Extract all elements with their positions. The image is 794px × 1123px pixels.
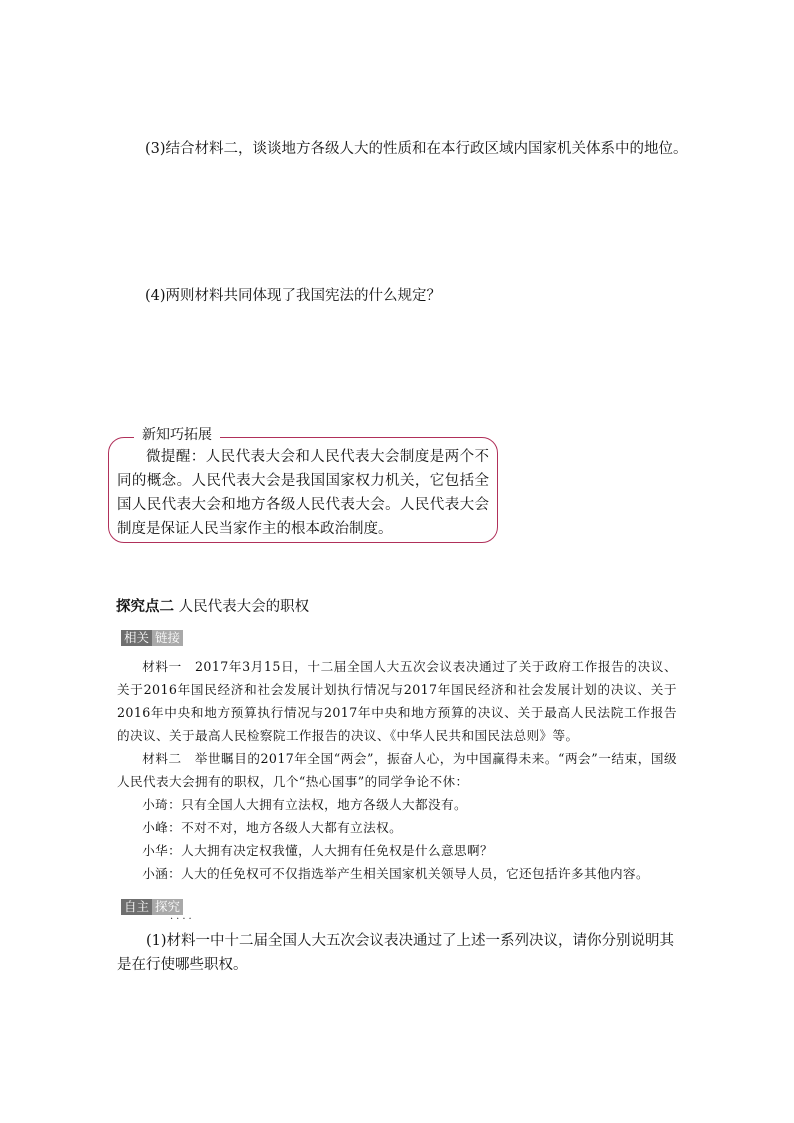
- tip-box-text: 微提醒：人民代表大会和人民代表大会制度是两个不同的概念。人民代表大会是我国国家权力机关，它包括全国人民代表大会和地方各级人民代表大会。人民代表大会制度是保证人民当家作主的根本政治制度。: [117, 449, 489, 537]
- emphasis-dots: ····: [170, 914, 195, 925]
- tag-explore-part1: 自主: [121, 899, 152, 915]
- section-title: 人民代表大会的职权: [178, 599, 310, 615]
- section-label: 探究点二: [116, 599, 174, 615]
- material-1: 材料一 2017年3月15日，十二届全国人大五次会议表决通过了关于政府工作报告的决议、关于2016年国民经济和社会发展计划执行情况与2017年国民经济和社会发展计划的决议、关于2016年中央和地方预算执行情况与2017年中央和地方预算的决议、关于最高人民法院工作报告的决议、关于最高人民检察院工作报告的决议、《中华人民共和国民法总则》等。: [117, 659, 677, 743]
- section-heading: [116, 597, 309, 617]
- dialogue-line: 小琦：只有全国人大拥有立法权，地方各级人大都没有。: [142, 797, 468, 812]
- tag-self-explore: [121, 899, 183, 915]
- tag-related-link: [121, 630, 183, 646]
- dialogue-line: 小涵：人大的任免权可不仅指选举产生相关国家机关领导人员，它还包括许多其他内容。: [142, 866, 649, 881]
- material-2-intro: 材料二 举世瞩目的2017年全国“两会”，振奋人心，为中国赢得未来。“两会”一结束，国级人民代表大会拥有的职权，几个“热心国事”的同学争论不休：: [117, 751, 677, 789]
- question-4: (4)两则材料共同体现了我国宪法的什么规定？: [145, 288, 442, 304]
- tip-box-title: 新知巧拓展: [134, 426, 220, 444]
- dialogue-line: 小峰：不对不对，地方各级人大都有立法权。: [142, 820, 403, 835]
- tag-related-part2: 链接: [152, 630, 183, 646]
- tag-related-part1: 相关: [121, 630, 152, 646]
- material-block: [117, 655, 677, 885]
- question-3: (3)结合材料二，谈谈地方各级人大的性质和在本行政区域内国家机关体系中的地位。: [145, 141, 688, 157]
- dialogue-line: 小华：人大拥有决定权我懂，人大拥有任免权是什么意思啊？: [142, 843, 494, 858]
- question-1: (1)材料一中十二届全国人大五次会议表决通过了上述一系列决议，请你分别说明其是在行使哪些职权。: [117, 933, 675, 973]
- tag-explore-part2: 探究: [152, 899, 183, 915]
